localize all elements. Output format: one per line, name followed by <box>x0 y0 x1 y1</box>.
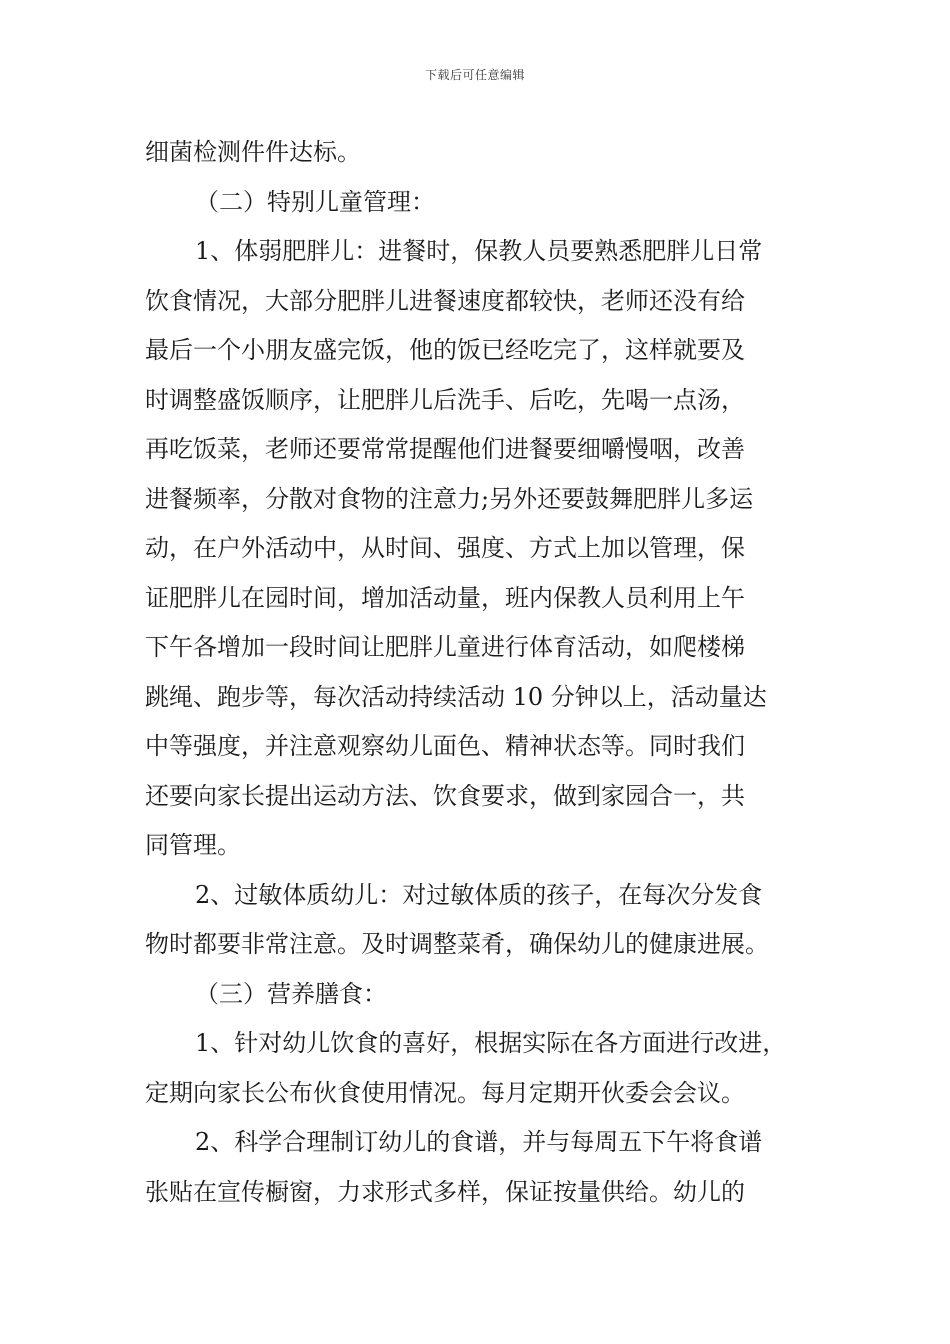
text-line: 最后一个小朋友盛完饭，他的饭已经吃完了，这样就要及 <box>145 336 745 364</box>
section-heading-nutrition: （三）营养膳食： <box>195 979 387 1008</box>
text-line: 跳绳、跑步等，每次活动持续活动 10 分钟以上，活动量达 <box>145 682 767 711</box>
text-line: 证肥胖儿在园时间，增加活动量，班内保教人员利用上午 <box>145 583 745 612</box>
section-heading-special-children: （二）特别儿童管理： <box>195 187 435 216</box>
text-line: 动，在户外活动中，从时间、强度、方式上加以管理，保 <box>145 534 745 562</box>
text-line: 中等强度，并注意观察幼儿面色、精神状态等。同时我们 <box>145 732 745 760</box>
header-note: 下载后可任意编辑 <box>424 68 525 82</box>
text-line: 张贴在宣传橱窗，力求形式多样，保证按量供给。幼儿的 <box>145 1177 745 1206</box>
text-line: 还要向家长提出运动方法、饮食要求，做到家园合一，共 <box>145 781 745 810</box>
text-line: 2、科学合理制订幼儿的食谱，并与每周五下午将食谱 <box>195 1128 763 1156</box>
text-line: 时调整盛饭顺序，让肥胖儿后洗手、后吃，先喝一点汤， <box>145 385 745 414</box>
body-text <box>145 128 810 1217</box>
text-line: 1、体弱肥胖儿：进餐时，保教人员要熟悉肥胖儿日常 <box>195 237 763 265</box>
text-line: 细菌检测件件达标。 <box>145 138 361 166</box>
text-line: 饮食情况，大部分肥胖儿进餐速度都较快，老师还没有给 <box>145 286 745 315</box>
text-line: 定期向家长公布伙食使用情况。每月定期开伙委会会议。 <box>145 1078 745 1107</box>
text-line: 再吃饭菜，老师还要常常提醒他们进餐要细嚼慢咽，改善 <box>145 435 745 463</box>
text-line: 1、针对幼儿饮食的喜好，根据实际在各方面进行改进， <box>195 1029 787 1057</box>
text-line: 下午各增加一段时间让肥胖儿童进行体育活动，如爬楼梯 <box>145 633 745 661</box>
text-line: 进餐频率，分散对食物的注意力;另外还要鼓舞肥胖儿多运 <box>145 484 754 513</box>
text-line: 物时都要非常注意。及时调整菜肴，确保幼儿的健康进展。 <box>145 930 769 958</box>
text-line: 同管理。 <box>145 831 241 859</box>
text-line: 2、过敏体质幼儿：对过敏体质的孩子，在每次分发食 <box>195 880 763 909</box>
